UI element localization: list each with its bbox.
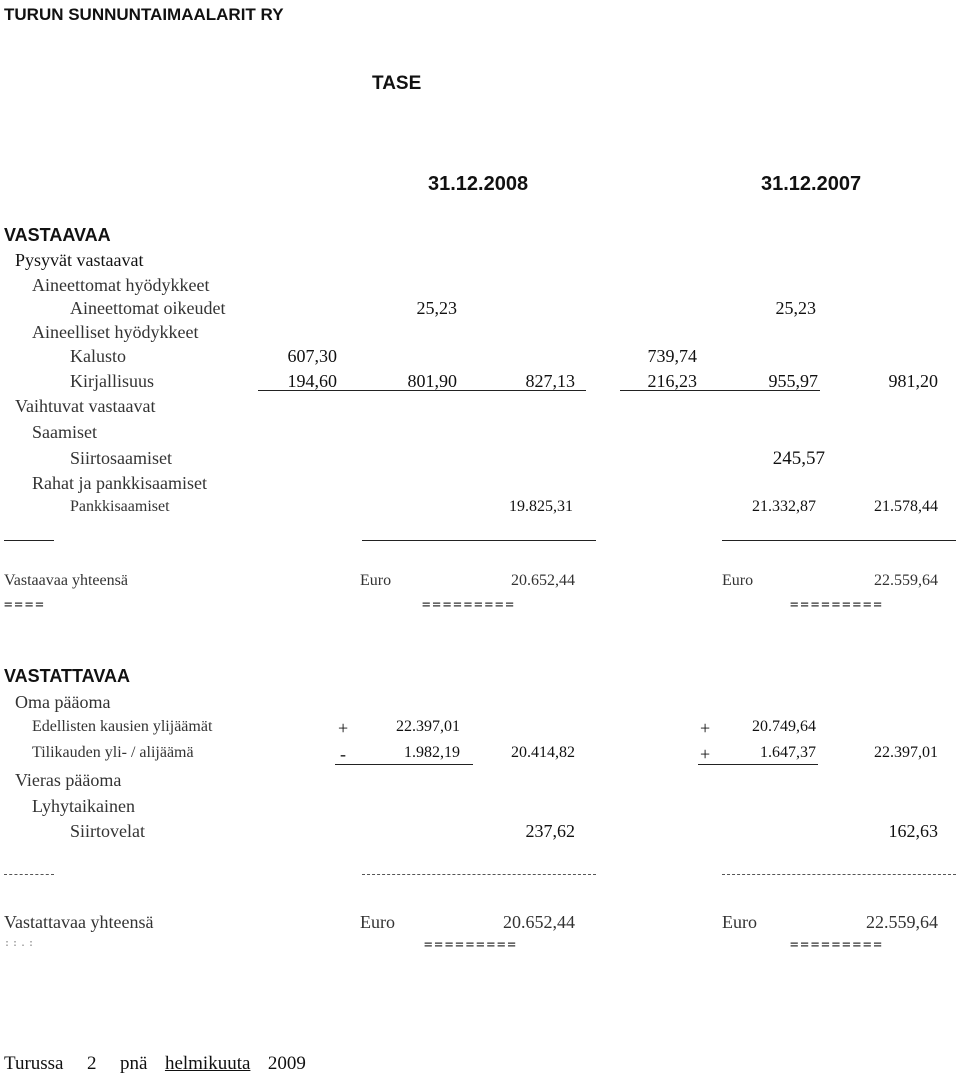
intangible-assets-label: Aineettomat hyödykkeet [32,275,210,295]
footer-pna: pnä [120,1053,148,1074]
liabilities-total-2007: 22.559,64 [866,912,938,932]
footer-city: Turussa [4,1053,64,1074]
liabilities-total-2008: 20.652,44 [503,912,575,932]
library-underline-2008 [258,390,586,391]
intangible-rights-2008: 25,23 [416,298,457,318]
assets-heading: VASTAAVAA [4,225,111,245]
period-total-2008: 20.414,82 [511,744,575,761]
liabilities-double-rule-2008: ========= [424,937,518,953]
accrued-liabilities-label: Siirtovelat [70,821,145,841]
signature-place-date [4,1054,306,1073]
footer-year: 2009 [267,1053,306,1074]
document-title: TASE [372,73,422,94]
liabilities-total-currency-2007: Euro [722,912,757,932]
bank-label: Pankkisaamiset [70,498,170,515]
assets-double-rule-2007: ========= [790,597,884,613]
liabilities-double-rule-2007: ========= [790,937,884,953]
bank-2007-b: 21.578,44 [874,498,938,515]
receivables-label: Saamiset [32,422,97,442]
liabilities-rule-2008 [362,874,596,875]
library-total-2008: 827,13 [525,371,575,391]
bank-2007-a: 21.332,87 [752,498,816,515]
debt-label: Vieras pääoma [15,770,122,790]
intangible-rights-label: Aineettomat oikeudet [70,298,226,318]
library-underline-2007 [620,390,820,391]
retained-earnings-label: Edellisten kausien ylijäämät [32,718,213,735]
library-2007: 216,23 [647,371,697,391]
equity-label: Oma pääoma [15,692,111,712]
accrued-liabilities-2008: 237,62 [525,821,575,841]
cash-heading: Rahat ja pankkisaamiset [32,473,207,493]
liabilities-rule-left [4,874,54,875]
period-sign-2007: + [700,744,711,764]
period-sign-2008: - [340,744,346,764]
retained-sign-2007: + [700,718,711,738]
liabilities-rule-2007 [722,874,956,875]
assets-total-currency-2007: Euro [722,572,754,589]
liabilities-total-label: Vastattavaa yhteensä [4,912,154,932]
period-underline-2007 [698,764,818,765]
assets-total-label: Vastaavaa yhteensä [4,572,128,589]
library-label: Kirjallisuus [70,371,154,391]
assets-double-rule-2008: ========= [422,597,516,613]
assets-total-2007: 22.559,64 [874,572,938,589]
assets-total-2008: 20.652,44 [511,572,575,589]
equipment-2007: 739,74 [647,346,697,366]
equipment-2008: 607,30 [287,346,337,366]
column-header-2007: 31.12.2007 [761,173,862,195]
liabilities-total-currency-2008: Euro [360,912,395,932]
retained-sign-2008: + [338,718,349,738]
liabilities-heading: VASTATTAVAA [4,666,130,686]
library-subtotal-2007: 955,97 [768,371,818,391]
accrued-receivables-label: Siirtosaamiset [70,448,172,468]
assets-total-currency-2008: Euro [360,572,392,589]
retained-earnings-2007: 20.749,64 [752,718,816,735]
intangible-rights-2007: 25,23 [775,298,816,318]
bank-2008: 19.825,31 [509,498,573,515]
period-total-2007: 22.397,01 [874,744,938,761]
fixed-assets-label: Pysyvät vastaavat [15,250,144,270]
period-result-label: Tilikauden yli- / alijäämä [32,744,194,761]
assets-rule-2008 [362,540,596,541]
equipment-label: Kalusto [70,346,126,366]
footer-month: helmikuuta [164,1053,251,1074]
column-header-2008: 31.12.2008 [428,173,529,195]
library-subtotal-2008: 801,90 [407,371,457,391]
assets-rule-left [4,540,54,541]
retained-earnings-2008: 22.397,01 [396,718,460,735]
assets-rule-2007 [722,540,956,541]
accrued-receivables-2007: 245,57 [772,448,825,469]
period-result-2008: 1.982,19 [404,744,460,761]
footer-day: 2 [87,1053,97,1074]
period-underline-2008 [335,764,473,765]
accrued-liabilities-2007: 162,63 [888,821,938,841]
library-2008: 194,60 [287,371,337,391]
current-assets-label: Vaihtuvat vastaavat [15,396,156,416]
assets-double-rule-left: ==== [4,597,46,613]
organization-name: TURUN SUNNUNTAIMAALARIT RY [4,5,284,24]
short-term-label: Lyhytaikainen [32,796,135,816]
period-result-2007: 1.647,37 [760,744,816,761]
tangible-assets-label: Aineelliset hyödykkeet [32,322,199,342]
library-total-2007: 981,20 [888,371,938,391]
liabilities-double-rule-left: ::.: [4,938,37,949]
